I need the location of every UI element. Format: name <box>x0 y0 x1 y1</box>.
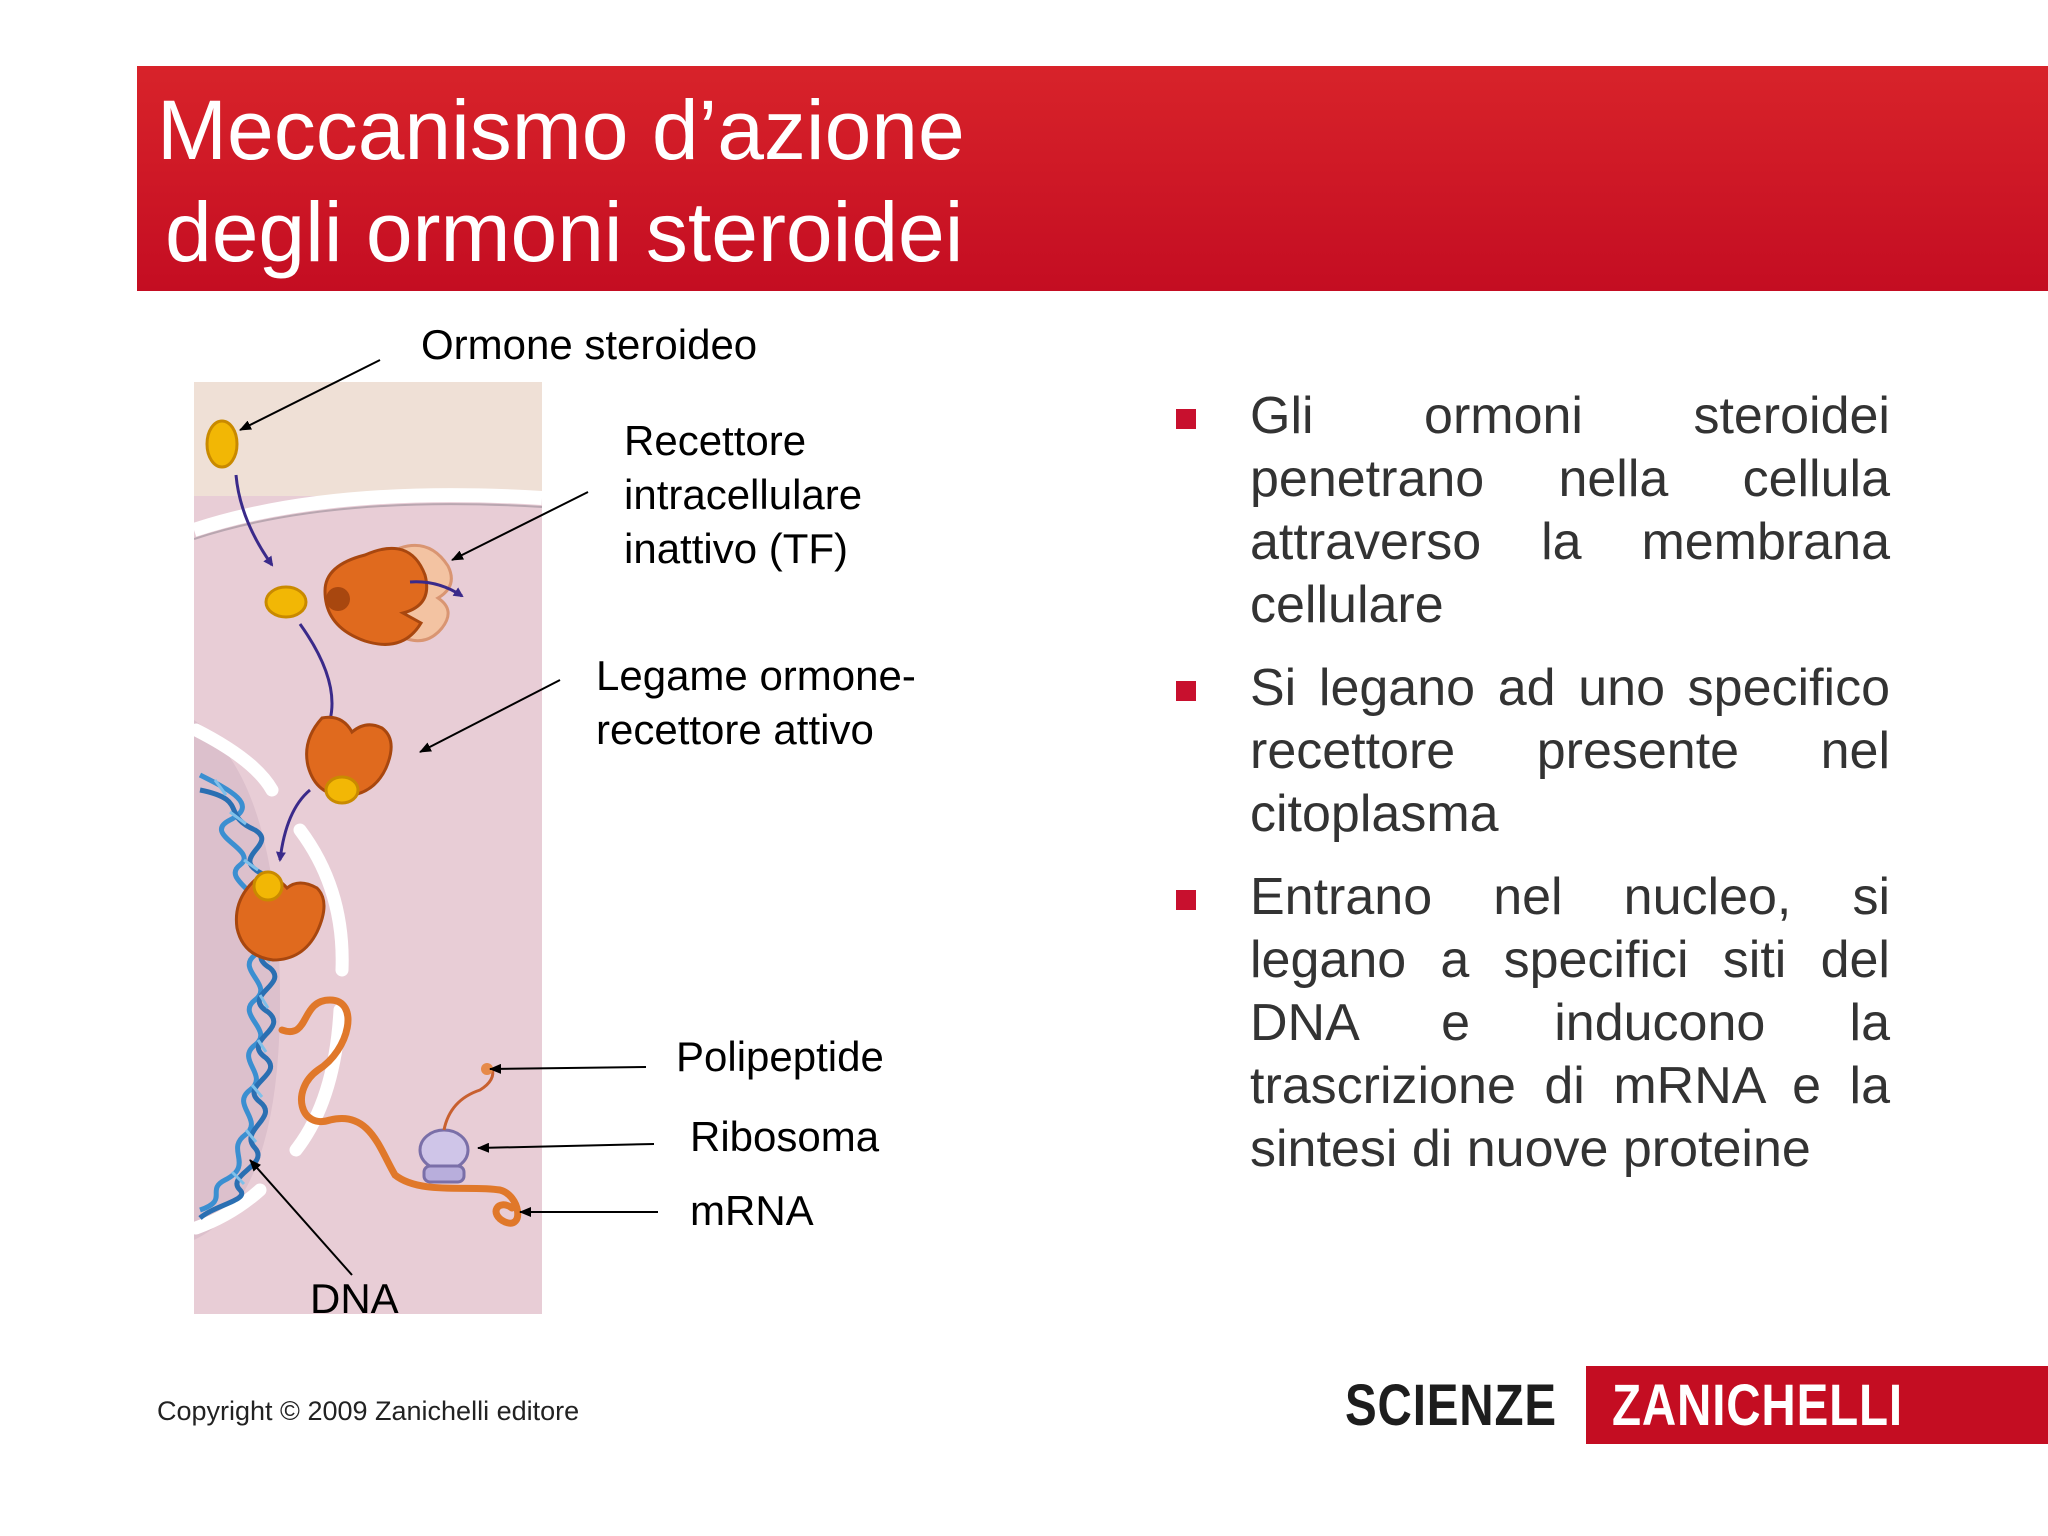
label-ribosoma: Ribosoma <box>690 1113 880 1160</box>
steroid-hormone-diagram <box>0 0 1000 1400</box>
brand-zanichelli-logo: ZANICHELLI <box>1612 1372 1903 1438</box>
bullet-text: Gli ormoni steroidei penetrano nella cellula attraverso la membrana cellulare <box>1250 387 1890 634</box>
label-mrna: mRNA <box>690 1187 814 1234</box>
label-legame-1: Legame ormone- <box>596 652 916 699</box>
label-recettore-2: intracellulare <box>624 471 863 518</box>
bullet-text: Si legano ad uno specifico recettore presente nel citoplasma <box>1250 659 1890 843</box>
label-legame-2: recettore attivo <box>596 706 874 753</box>
hormone-molecule-outside <box>207 421 237 467</box>
bullet-text: Entrano nel nucleo, si legano a specifici siti del DNA e inducono la trascrizione di mRNA e la sintesi di nuove proteine <box>1250 868 1890 1178</box>
bullet-square-icon <box>1176 890 1196 910</box>
hormone-molecule-cytoplasm <box>266 587 306 617</box>
bullet-item <box>1170 866 1890 1181</box>
bullet-list <box>1170 385 1890 1201</box>
ribosome <box>420 1130 468 1170</box>
brand-scienze-logo: SCIENZE <box>1345 1372 1557 1438</box>
label-ormone-steroideo: Ormone steroideo <box>421 321 758 368</box>
bullet-item <box>1170 657 1890 846</box>
title-line-2: degli ormoni steroidei <box>165 185 964 279</box>
bullet-item <box>1170 385 1890 637</box>
label-recettore-3: inattivo (TF) <box>624 525 849 572</box>
hormone-molecule-bound <box>326 777 358 803</box>
bullet-square-icon <box>1176 409 1196 429</box>
label-dna: DNA <box>310 1275 399 1322</box>
copyright-notice: Copyright © 2009 Zanichelli editore <box>157 1396 580 1426</box>
hormone-molecule-nucleus <box>254 872 282 900</box>
bullet-square-icon <box>1176 681 1196 701</box>
label-recettore-1: Recettore <box>624 417 807 464</box>
extracellular-space <box>194 382 542 502</box>
title-line-1: Meccanismo d’azione <box>157 83 965 177</box>
label-polipeptide: Polipeptide <box>676 1033 884 1080</box>
